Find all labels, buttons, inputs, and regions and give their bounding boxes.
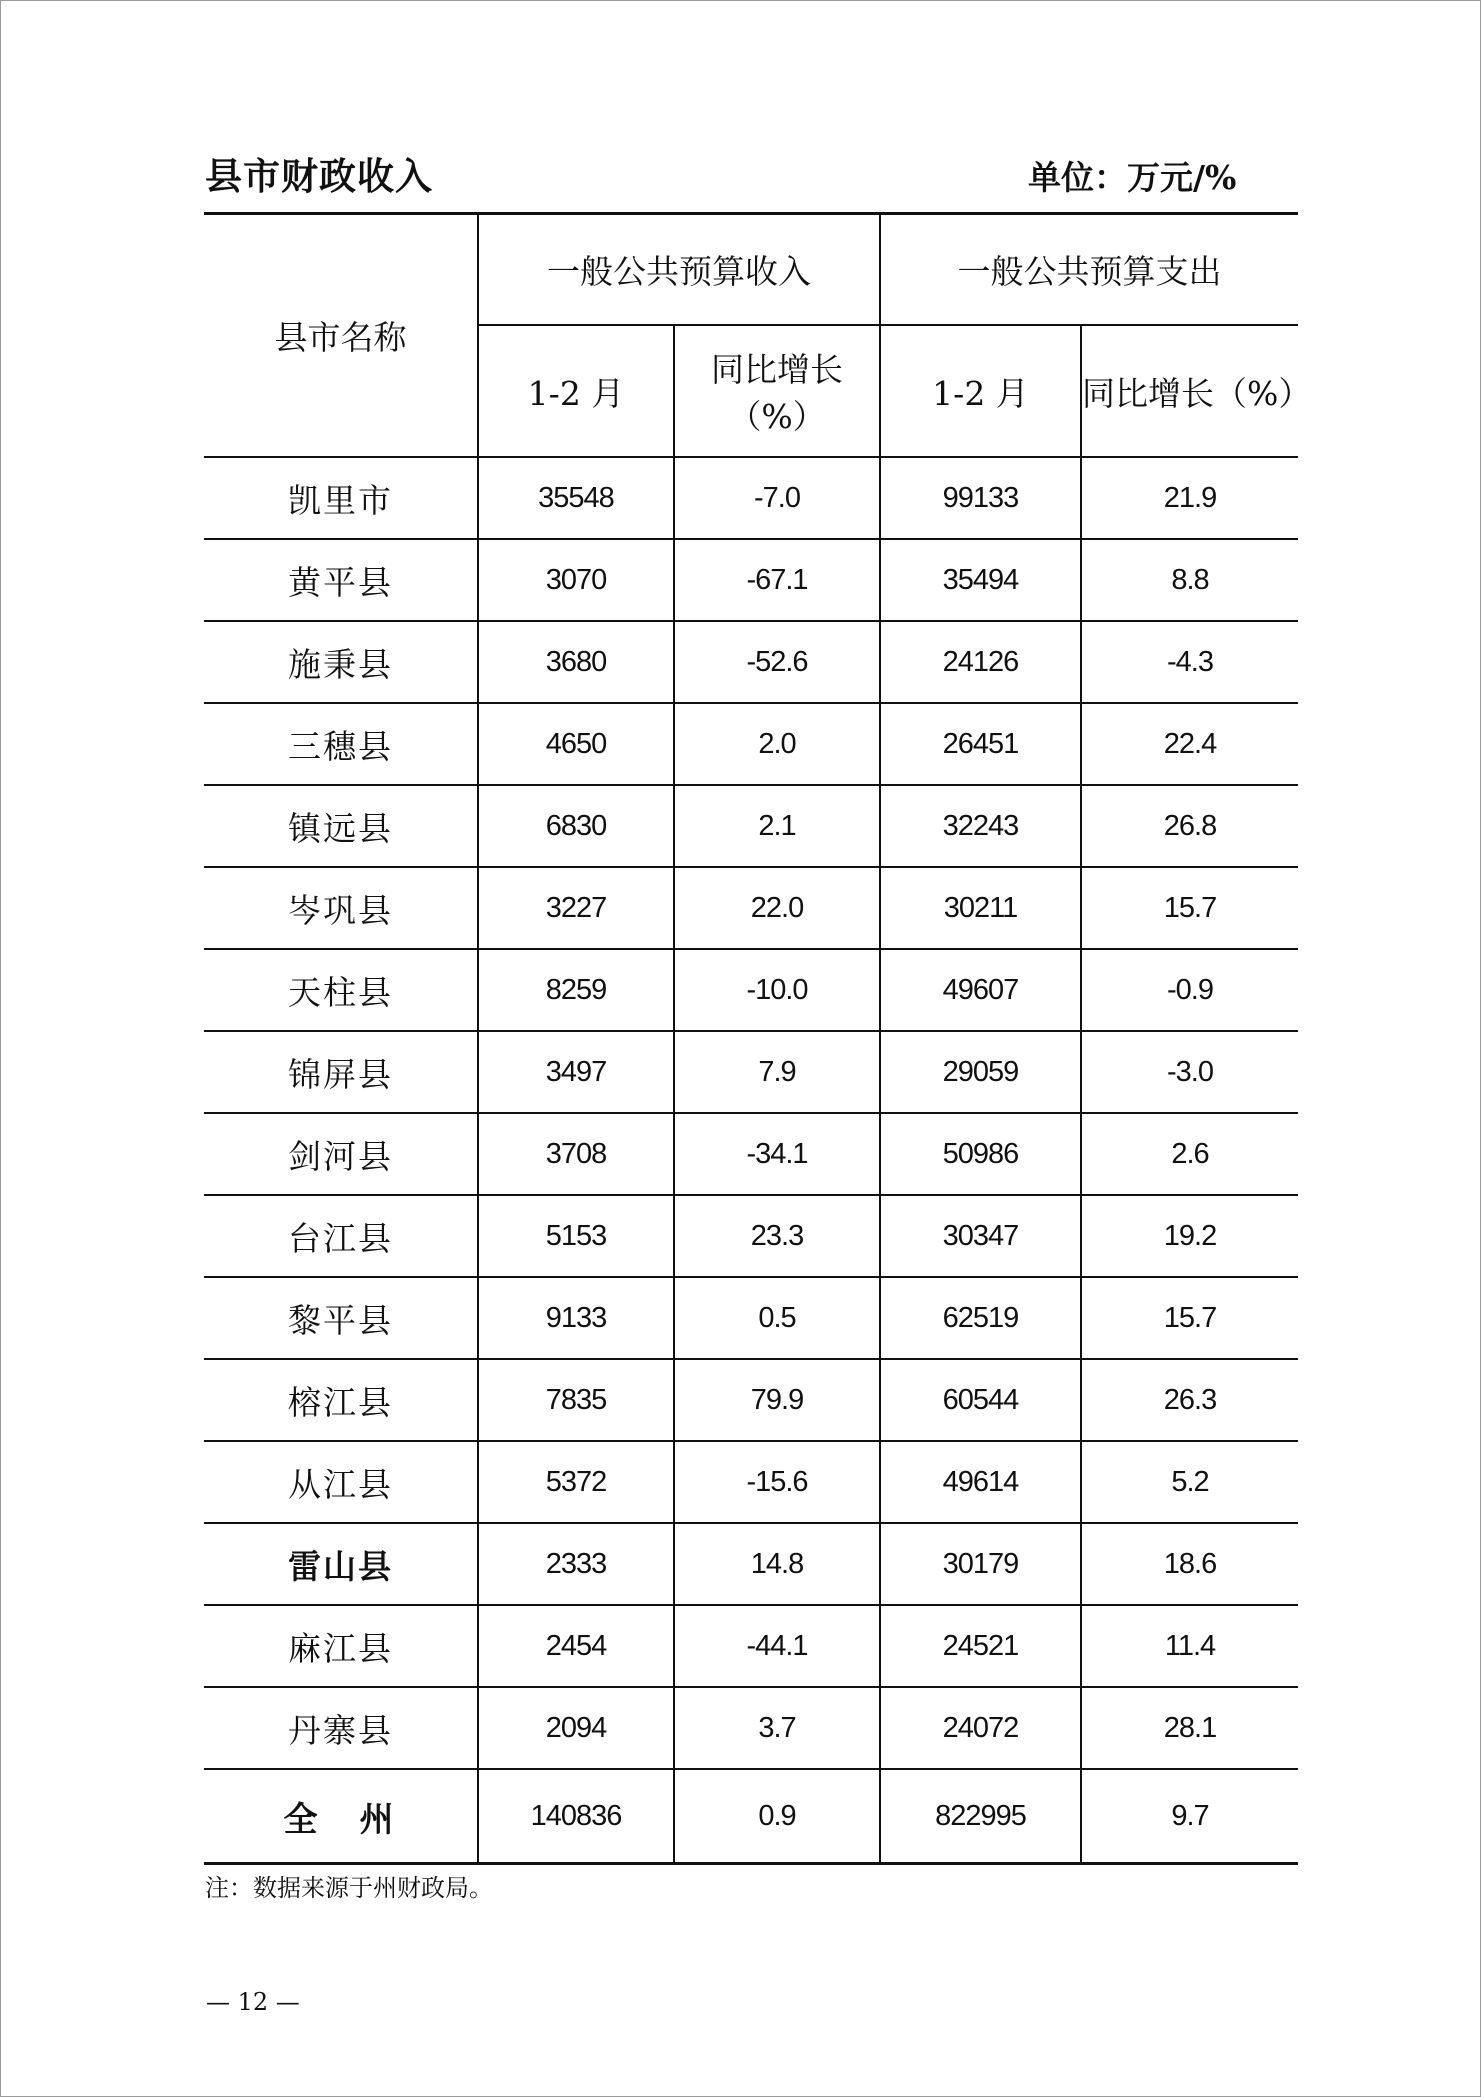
income-growth-cell: 7.9 [674, 1031, 880, 1113]
finance-table [204, 212, 1312, 1865]
expense-cell: 26451 [880, 703, 1081, 785]
table-row [204, 621, 1298, 703]
table-row [204, 867, 1298, 949]
expense-growth-cell: 5.2 [1081, 1441, 1298, 1523]
source-note: 注：数据来源于州财政局。 [205, 1874, 493, 1902]
income-cell: 2094 [478, 1687, 674, 1769]
header-income-growth: 同比增长（%） [674, 325, 880, 457]
county-name-cell: 台江县 [204, 1195, 478, 1277]
expense-growth-cell: -3.0 [1081, 1031, 1298, 1113]
header-row-groups [204, 214, 1298, 326]
county-name-cell: 雷山县 [204, 1523, 478, 1605]
income-growth-cell: -15.6 [674, 1441, 880, 1523]
income-cell: 4650 [478, 703, 674, 785]
income-growth-cell: 23.3 [674, 1195, 880, 1277]
expense-cell: 50986 [880, 1113, 1081, 1195]
expense-cell: 30179 [880, 1523, 1081, 1605]
income-cell: 2333 [478, 1523, 674, 1605]
county-name-cell: 黄平县 [204, 539, 478, 621]
county-name-cell: 施秉县 [204, 621, 478, 703]
expense-cell: 62519 [880, 1277, 1081, 1359]
total-expense-cell: 822995 [880, 1769, 1081, 1864]
income-cell: 2454 [478, 1605, 674, 1687]
expense-cell: 24521 [880, 1605, 1081, 1687]
expense-cell: 24072 [880, 1687, 1081, 1769]
table-row [204, 949, 1298, 1031]
income-growth-cell: 2.1 [674, 785, 880, 867]
expense-growth-cell: 15.7 [1081, 867, 1298, 949]
county-name-cell: 榕江县 [204, 1359, 478, 1441]
header-expense-group: 一般公共预算支出 [880, 214, 1298, 326]
income-cell: 5372 [478, 1441, 674, 1523]
expense-cell: 35494 [880, 539, 1081, 621]
expense-growth-cell: 18.6 [1081, 1523, 1298, 1605]
table-body [204, 457, 1298, 1864]
table-row [204, 1441, 1298, 1523]
income-cell: 7835 [478, 1359, 674, 1441]
income-cell: 3680 [478, 621, 674, 703]
county-name-cell: 丹寨县 [204, 1687, 478, 1769]
income-cell: 3227 [478, 867, 674, 949]
county-name-cell: 黎平县 [204, 1277, 478, 1359]
table-row [204, 1031, 1298, 1113]
expense-growth-cell: 22.4 [1081, 703, 1298, 785]
expense-growth-cell: 26.8 [1081, 785, 1298, 867]
county-name-cell: 从江县 [204, 1441, 478, 1523]
table-row [204, 1359, 1298, 1441]
county-name-cell: 锦屏县 [204, 1031, 478, 1113]
header-income-period: 1-2 月 [478, 325, 674, 457]
expense-growth-cell: -4.3 [1081, 621, 1298, 703]
table-row [204, 703, 1298, 785]
county-name-cell: 剑河县 [204, 1113, 478, 1195]
expense-growth-cell: 2.6 [1081, 1113, 1298, 1195]
expense-cell: 49607 [880, 949, 1081, 1031]
expense-growth-cell: 19.2 [1081, 1195, 1298, 1277]
income-cell: 9133 [478, 1277, 674, 1359]
county-name-cell: 镇远县 [204, 785, 478, 867]
table-row [204, 539, 1298, 621]
county-name-cell: 岑巩县 [204, 867, 478, 949]
table-row [204, 1523, 1298, 1605]
income-cell: 35548 [478, 457, 674, 539]
expense-cell: 60544 [880, 1359, 1081, 1441]
total-income-cell: 140836 [478, 1769, 674, 1864]
income-growth-cell: 2.0 [674, 703, 880, 785]
unit-label: 单位：万元/% [1028, 158, 1237, 197]
expense-growth-cell: 26.3 [1081, 1359, 1298, 1441]
income-growth-cell: -67.1 [674, 539, 880, 621]
header-expense-growth: 同比增长（%） [1081, 325, 1298, 457]
income-growth-cell: 14.8 [674, 1523, 880, 1605]
income-cell: 8259 [478, 949, 674, 1031]
income-growth-cell: 0.5 [674, 1277, 880, 1359]
expense-cell: 99133 [880, 457, 1081, 539]
expense-growth-cell: 8.8 [1081, 539, 1298, 621]
income-cell: 6830 [478, 785, 674, 867]
table-row [204, 457, 1298, 539]
expense-cell: 30211 [880, 867, 1081, 949]
table-row [204, 1605, 1298, 1687]
county-name-cell: 凯里市 [204, 457, 478, 539]
income-cell: 3497 [478, 1031, 674, 1113]
expense-cell: 30347 [880, 1195, 1081, 1277]
income-cell: 3708 [478, 1113, 674, 1195]
income-growth-cell: -34.1 [674, 1113, 880, 1195]
total-row [204, 1769, 1298, 1864]
income-growth-cell: 79.9 [674, 1359, 880, 1441]
page-title: 县市财政收入 [205, 154, 433, 198]
page-number: — 12 — [206, 1988, 300, 2016]
expense-growth-cell: 11.4 [1081, 1605, 1298, 1687]
expense-cell: 29059 [880, 1031, 1081, 1113]
row-header-county: 县市名称 [204, 214, 478, 458]
header-income-group: 一般公共预算收入 [478, 214, 880, 326]
expense-growth-cell: 28.1 [1081, 1687, 1298, 1769]
table-row [204, 1195, 1298, 1277]
income-growth-cell: 22.0 [674, 867, 880, 949]
total-expense-growth-cell: 9.7 [1081, 1769, 1298, 1864]
county-name-cell: 麻江县 [204, 1605, 478, 1687]
income-growth-cell: 3.7 [674, 1687, 880, 1769]
income-cell: 3070 [478, 539, 674, 621]
header-expense-period: 1-2 月 [880, 325, 1081, 457]
county-name-cell: 天柱县 [204, 949, 478, 1031]
total-name-cell: 全 州 [204, 1769, 478, 1864]
income-growth-cell: -7.0 [674, 457, 880, 539]
table-row [204, 1687, 1298, 1769]
expense-growth-cell: 15.7 [1081, 1277, 1298, 1359]
table-row [204, 1277, 1298, 1359]
total-income-growth-cell: 0.9 [674, 1769, 880, 1864]
county-name-cell: 三穗县 [204, 703, 478, 785]
table-row [204, 1113, 1298, 1195]
expense-growth-cell: -0.9 [1081, 949, 1298, 1031]
income-growth-cell: -10.0 [674, 949, 880, 1031]
income-growth-cell: -52.6 [674, 621, 880, 703]
table-row [204, 785, 1298, 867]
expense-cell: 32243 [880, 785, 1081, 867]
income-cell: 5153 [478, 1195, 674, 1277]
income-growth-cell: -44.1 [674, 1605, 880, 1687]
expense-cell: 49614 [880, 1441, 1081, 1523]
expense-cell: 24126 [880, 621, 1081, 703]
expense-growth-cell: 21.9 [1081, 457, 1298, 539]
